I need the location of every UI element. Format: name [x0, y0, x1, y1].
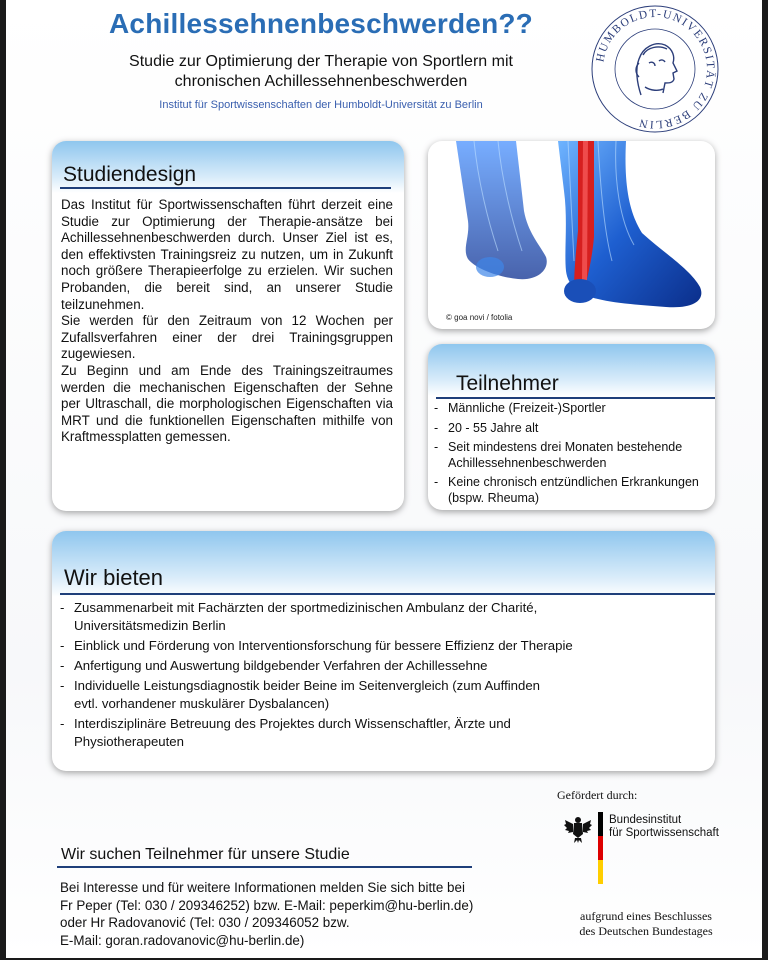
photo-credit: © goa novi / fotolia: [446, 313, 513, 322]
achilles-tendon-illustration: [428, 141, 715, 329]
seal-text: HUMBOLDT-UNIVERSITÄT ZU BERLIN: [594, 7, 717, 131]
title-rule: [60, 187, 391, 189]
page-subtitle: [81, 52, 561, 92]
body-paragraph: Sie werden für den Zeitraum von 12 Wochen per Zufallsverfahren einer der drei Trainingsgruppen zugewiesen.: [61, 313, 393, 362]
flag-red: [598, 836, 603, 860]
institute-name: Institut für Sportwissenschaften der Humboldt-Universität zu Berlin: [159, 99, 483, 111]
list-item: - Anfertigung und Auswertung bildgebender Verfahren der Achillessehne: [60, 658, 488, 673]
list-item: - 20 - 55 Jahre alt: [434, 420, 539, 435]
federal-eagle-icon: [564, 814, 592, 844]
list-item: - Interdisziplinäre Betreuung des Projektes durch Wissenschaftler, Ärzte und Physiotherapeuten: [60, 716, 511, 749]
funding-label: Gefördert durch:: [557, 788, 638, 802]
subtitle-line: Studie zur Optimierung der Therapie von Sportlern mit: [129, 53, 513, 70]
list-item: - Einblick und Förderung von Interventionsforschung für bessere Effizienz der Therapie: [60, 638, 573, 653]
university-seal-logo: [589, 3, 721, 135]
contact-line: Fr Peper (Tel: 030 / 209346252) bzw. E-Mail: peperkim@hu-berlin.de): [60, 897, 474, 913]
title-rule: [60, 593, 715, 595]
list-item: - Zusammenarbeit mit Fachärzten der sportmedizinischen Ambulanz der Charité, Universitätsmedizin Berlin: [60, 600, 538, 633]
studiendesign-panel: [52, 141, 404, 511]
flag-gold: [598, 860, 603, 884]
flag-black: [598, 812, 603, 836]
contact-line: E-Mail: goran.radovanovic@hu-berlin.de): [60, 932, 305, 948]
title-rule: [57, 866, 472, 868]
contact-line: Bei Interesse und für weitere Informationen melden Sie sich bitte bei: [60, 880, 465, 895]
funding-decision: aufgrund eines Beschlusses des Deutschen Bundestages: [579, 909, 713, 938]
teilnehmer-title: Teilnehmer: [456, 372, 559, 395]
contact-info: [60, 879, 530, 949]
body-paragraph: Zu Beginn und am Ende des Trainingszeitraumes werden die mechanischen Eigenschaften der Sehne per Ultraschall, die morphologischen Eigenschaften via MRT und die funktionellen Eigenschaften mithilfe von Kraftmessplatten gemessen.: [61, 362, 393, 445]
german-flag-stripe: [598, 812, 603, 884]
studiendesign-body: [61, 197, 393, 446]
poster: [6, 0, 762, 958]
wir-bieten-panel: [52, 531, 715, 771]
subtitle-line: chronischen Achillessehnenbeschwerden: [174, 73, 468, 90]
list-item: - Keine chronisch entzündlichen Erkrankungen (bspw. Rheuma): [434, 475, 699, 505]
wir-bieten-title: Wir bieten: [64, 565, 164, 590]
teilnehmer-list: [434, 401, 714, 510]
list-item: - Individuelle Leistungsdiagnostik beider Beine im Seitenvergleich (zum Auffinden evtl. vorhandener muskulärer Dysbalancen): [60, 678, 540, 711]
funding-organization: Bundesinstitut für Sportwissenschaft: [609, 814, 719, 839]
list-item: - Seit mindestens drei Monaten bestehende Achillessehnenbeschwerden: [434, 440, 683, 470]
recruitment-heading: Wir suchen Teilnehmer für unsere Studie: [61, 846, 350, 863]
title-rule: [436, 397, 715, 399]
studiendesign-title: Studiendesign: [63, 163, 197, 186]
page-title: Achillessehnenbeschwerden??: [109, 8, 533, 39]
list-item: - Männliche (Freizeit-)Sportler: [434, 401, 606, 415]
body-paragraph: Das Institut für Sportwissenschaften führt derzeit eine Studie zur Optimierung der Therapie-ansätze bei Achillessehnenbeschwerden durch. Unser Ziel ist es, den effektivsten Trainingsreiz zu nutzen, um in Zukunft noch größere Therapieerfolge zu erzielen. Wir suchen Probanden, die bereit sind, an unserer Studie teilzunehmen.: [61, 197, 393, 312]
contact-line: oder Hr Radovanović (Tel: 030 / 209346052 bzw.: [60, 915, 350, 930]
photo-panel: [428, 141, 715, 329]
wir-bieten-list: [60, 599, 700, 753]
teilnehmer-panel: [428, 344, 715, 510]
